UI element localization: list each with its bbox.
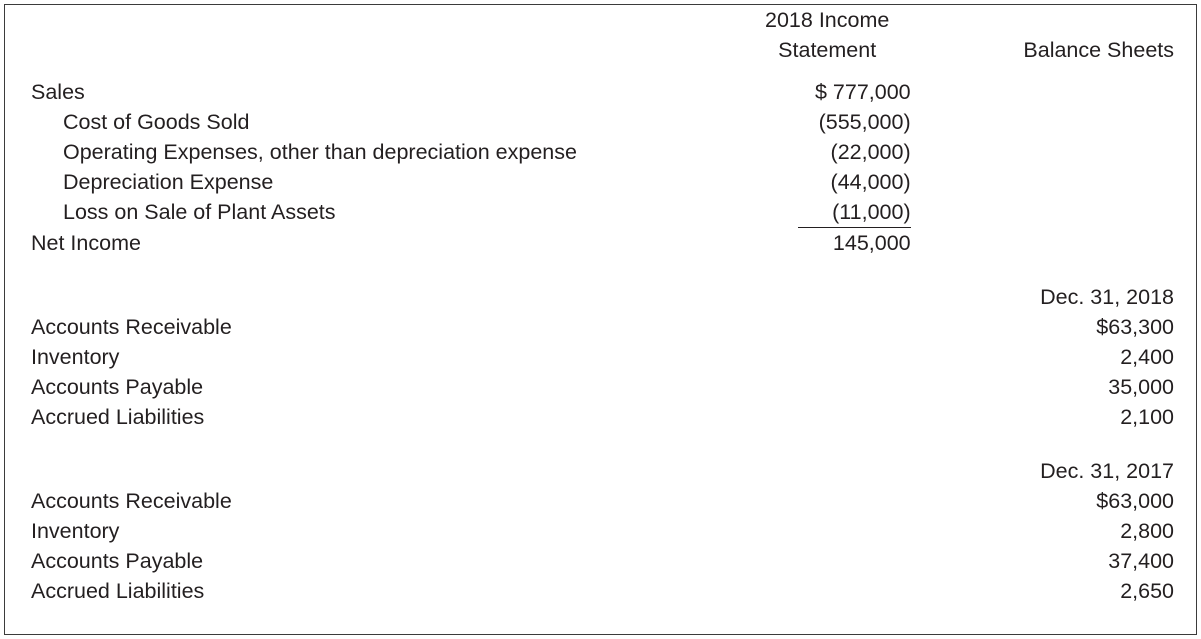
header-row xyxy=(5,5,1196,67)
value-text: $ 777,000 xyxy=(814,80,911,104)
row-value-balance-sheet: 2,650 xyxy=(1120,579,1174,603)
income-statement-section xyxy=(5,67,1196,258)
table-row xyxy=(5,342,1196,372)
row-label: Accounts Payable xyxy=(31,549,204,573)
table-row-net-income xyxy=(5,227,1196,258)
row-value-balance-sheet xyxy=(925,77,1196,107)
value-text: (44,000) xyxy=(830,170,911,194)
value-text: (555,000) xyxy=(818,110,911,134)
date-header-row-2017 xyxy=(5,456,1196,486)
table-row xyxy=(5,486,1196,516)
financial-data-table xyxy=(5,5,1196,606)
table-row xyxy=(5,137,1196,167)
table-row xyxy=(5,546,1196,576)
row-value-balance-sheet xyxy=(925,167,1196,197)
header-spacer-cell xyxy=(5,5,744,67)
income-statement-header-line1: 2018 Income xyxy=(765,8,890,32)
balance-sheet-2018-section xyxy=(5,258,1196,432)
row-label: Cost of Goods Sold xyxy=(63,110,250,134)
row-value-balance-sheet xyxy=(925,107,1196,137)
table-row xyxy=(5,77,1196,107)
table-row xyxy=(5,167,1196,197)
row-value-balance-sheet: 35,000 xyxy=(1108,375,1174,399)
row-label: Net Income xyxy=(31,231,141,255)
date-header-spacer-is xyxy=(744,282,925,312)
balance-sheets-column-header: Balance Sheets xyxy=(1023,38,1174,62)
row-value-income-statement xyxy=(744,546,925,576)
row-value-balance-sheet: 2,100 xyxy=(1120,405,1174,429)
row-value-balance-sheet xyxy=(925,137,1196,167)
row-value-income-statement xyxy=(744,77,925,107)
date-header-spacer xyxy=(5,456,744,486)
table-header xyxy=(5,5,1196,67)
table-row xyxy=(5,372,1196,402)
income-statement-column-header xyxy=(744,5,925,67)
row-label: Accounts Receivable xyxy=(31,315,232,339)
row-label: Operating Expenses, other than depreciation expense xyxy=(63,140,577,164)
date-header-spacer-is xyxy=(744,456,925,486)
row-value-balance-sheet: $63,000 xyxy=(1096,489,1174,513)
row-value-income-statement xyxy=(744,576,925,606)
section-gap xyxy=(5,67,1196,77)
row-value-income-statement xyxy=(744,516,925,546)
value-text: (11,000) xyxy=(832,200,911,224)
row-value-income-statement xyxy=(744,402,925,432)
balance-sheet-date-header: Dec. 31, 2017 xyxy=(1040,459,1174,483)
table-row xyxy=(5,197,1196,227)
row-value-income-statement xyxy=(744,197,925,227)
row-label: Accrued Liabilities xyxy=(31,579,205,603)
row-label: Inventory xyxy=(31,519,120,543)
statement-frame xyxy=(4,4,1197,635)
row-value-balance-sheet xyxy=(925,197,1196,227)
row-label: Inventory xyxy=(31,345,120,369)
value-text: (22,000) xyxy=(830,140,911,164)
row-value-balance-sheet: 2,800 xyxy=(1120,519,1174,543)
income-statement-header-line2: Statement xyxy=(778,38,877,62)
row-value-income-statement xyxy=(744,342,925,372)
row-value-income-statement xyxy=(744,107,925,137)
balance-sheet-2017-section xyxy=(5,432,1196,606)
date-header-spacer xyxy=(5,282,744,312)
row-value-balance-sheet xyxy=(925,227,1196,258)
date-header-row-2018 xyxy=(5,282,1196,312)
row-value-balance-sheet: 37,400 xyxy=(1108,549,1174,573)
row-value-income-statement xyxy=(744,486,925,516)
row-value-income-statement xyxy=(744,372,925,402)
subtotal-value-text: 145,000 xyxy=(798,227,911,258)
row-value-income-statement xyxy=(744,312,925,342)
row-label: Depreciation Expense xyxy=(63,170,274,194)
table-row xyxy=(5,107,1196,137)
row-value-income-statement xyxy=(744,167,925,197)
row-value-balance-sheet: $63,300 xyxy=(1096,315,1174,339)
row-label: Loss on Sale of Plant Assets xyxy=(63,200,336,224)
section-gap xyxy=(5,432,1196,456)
table-row xyxy=(5,312,1196,342)
row-label: Accounts Payable xyxy=(31,375,204,399)
row-value-income-statement xyxy=(744,227,925,258)
balance-sheet-date-header: Dec. 31, 2018 xyxy=(1040,285,1174,309)
row-value-balance-sheet: 2,400 xyxy=(1120,345,1174,369)
row-label: Accrued Liabilities xyxy=(31,405,205,429)
table-row xyxy=(5,516,1196,546)
table-row xyxy=(5,576,1196,606)
row-label: Accounts Receivable xyxy=(31,489,232,513)
table-row xyxy=(5,402,1196,432)
row-label: Sales xyxy=(31,80,85,104)
row-value-income-statement xyxy=(744,137,925,167)
section-gap xyxy=(5,258,1196,282)
